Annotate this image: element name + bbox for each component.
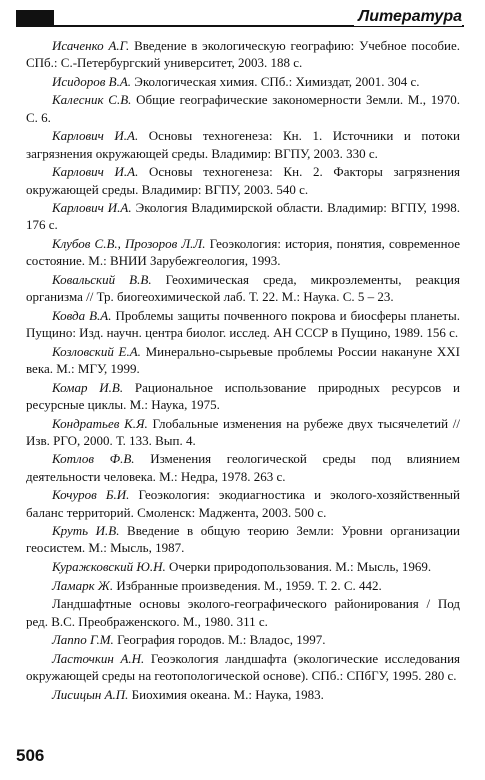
entry-text: Геоэкология: экодиагностика и эколого-хозяйственный баланс территорий. Смоленск: Маджента, 2003. 500 с. [26, 487, 461, 520]
entry-text: Минерально-сырьевые проблемы России накануне XXI века. М.: МГУ, 1999. [26, 343, 461, 377]
bibliography-entry [26, 127, 460, 162]
bibliography-entry [26, 379, 460, 414]
entry-author: Кондратьев К.Я. [52, 415, 148, 431]
entry-text: Рациональное использование природных ресурсов и ресурсные циклы. М.: Наука, 1975. [26, 379, 460, 412]
page-number: 506 [16, 746, 45, 765]
bibliography-entry [26, 577, 460, 594]
entry-author: Карлович И.А. [52, 128, 139, 144]
bibliography-entry [26, 307, 460, 342]
entry-author: Котлов Ф.В. [52, 451, 135, 467]
bibliography-entry [26, 486, 460, 521]
entry-text: Проблемы защиты почвенного покрова и биосферы планеты. Пущино: Изд. научн. центра биолог. исслед. АН СССР в Пущино, 1989. 156 с. [26, 307, 460, 341]
entry-text: Геоэкология ландшафта (экологические исследования окружающей среды на геотопологической основе). СПб.: СПбГУ, 1995. 280 с. [26, 650, 461, 684]
entry-text: Экология Владимирской области. Владимир: ВГПУ, 1998. 176 с. [26, 200, 461, 233]
bibliography-entry [26, 199, 460, 234]
entry-text: Глобальные изменения на рубеже двух тысячелетий // Изв. РГО, 2000. Т. 133. Вып. 4. [26, 415, 461, 448]
entry-text: География городов. М.: Владос, 1997. [117, 632, 326, 648]
entry-text: Основы техногенеза: Кн. 1. Источники и потоки загрязнения окружающей среды. Владимир: ВГПУ, 2003. 330 с. [26, 128, 460, 161]
entry-text: Ландшафтные основы эколого-географического районирования / Под ред. В.С. Преображенского. М., 1980. 311 с. [26, 596, 460, 629]
entry-author: Лисицын А.П. [52, 686, 129, 702]
entry-author: Исаченко А.Г. [52, 38, 130, 53]
entry-text: Основы техногенеза: Кн. 2. Факторы загрязнения окружающей среды. Владимир: ВГПУ, 2003. 540 с. [26, 164, 461, 197]
entry-text: Введение в экологическую географию: Учебное пособие. СПб.: С.-Петербургский университет, 2003. 188 с. [26, 38, 460, 71]
bibliography-entry [26, 163, 460, 198]
entry-author: Ламарк Ж. [52, 577, 114, 593]
bibliography-entry [26, 558, 460, 575]
section-title: Литература [354, 8, 462, 26]
header-block-decoration [16, 10, 54, 27]
entry-text: Биохимия океана. М.: Наука, 1983. [131, 686, 324, 702]
entry-author: Ковальский В.В. [52, 271, 152, 287]
entry-author: Калесник С.В. [52, 92, 132, 108]
bibliography-list [26, 37, 461, 704]
bibliography-entry [26, 37, 460, 72]
entry-author: Клубов С.В., Прозоров Л.Л. [52, 236, 206, 252]
entry-text: Геоэкология: история, понятия, современное состояние. М.: ВНИИ Зарубежгеология, 1993. [26, 236, 460, 269]
bibliography-entry [26, 522, 460, 557]
entry-text: Геохимическая среда, микроэлементы, реакция организма // Тр. биогеохимической лаб. Т. 22. М.: Наука. С. 5 – 23. [26, 271, 460, 305]
entry-author: Ковда В.А. [52, 307, 112, 323]
entry-author: Карлович И.А. [52, 200, 132, 216]
entry-author: Исидоров В.А. [52, 73, 132, 89]
bibliography-entry [26, 235, 460, 270]
bibliography-entry [26, 686, 460, 703]
bibliography-entry [26, 73, 460, 90]
bibliography-entry [26, 415, 460, 450]
entry-author: Кочуров Б.И. [52, 487, 130, 503]
entry-text: Введение в общую теорию Земли: Уровни организации геосистем. М.: Мысль, 1987. [26, 523, 461, 556]
bibliography-entry [26, 271, 460, 306]
entry-text: Избранные произведения. М., 1959. Т. 2. С. 442. [116, 577, 382, 593]
entry-text: Очерки природопользования. М.: Мысль, 1969. [168, 559, 432, 575]
bibliography-entry [26, 343, 460, 378]
entry-author: Лаппо Г.М. [52, 632, 114, 648]
entry-author: Комар И.В. [52, 379, 124, 395]
bibliography-entry [26, 595, 460, 630]
entry-author: Ласточкин А.Н. [52, 650, 145, 666]
entry-author: Круть И.В. [52, 523, 120, 539]
entry-author: Козловский Е.А. [52, 343, 141, 359]
entry-text: Изменения геологической среды под влиянием деятельности человека. М.: Недра, 1978. 263 с. [26, 451, 460, 484]
entry-text: Экологическая химия. СПб.: Химиздат, 2001. 304 с. [134, 73, 420, 89]
running-header [16, 10, 464, 29]
entry-text: Общие географические закономерности Земли. М., 1970. С. 6. [26, 92, 460, 125]
entry-author: Карлович И.А. [52, 164, 139, 180]
entry-author: Куражковский Ю.Н. [52, 559, 166, 575]
bibliography-entry [26, 650, 460, 685]
bibliography-entry [26, 91, 460, 126]
bibliography-entry [26, 450, 460, 485]
bibliography-entry [26, 631, 460, 648]
